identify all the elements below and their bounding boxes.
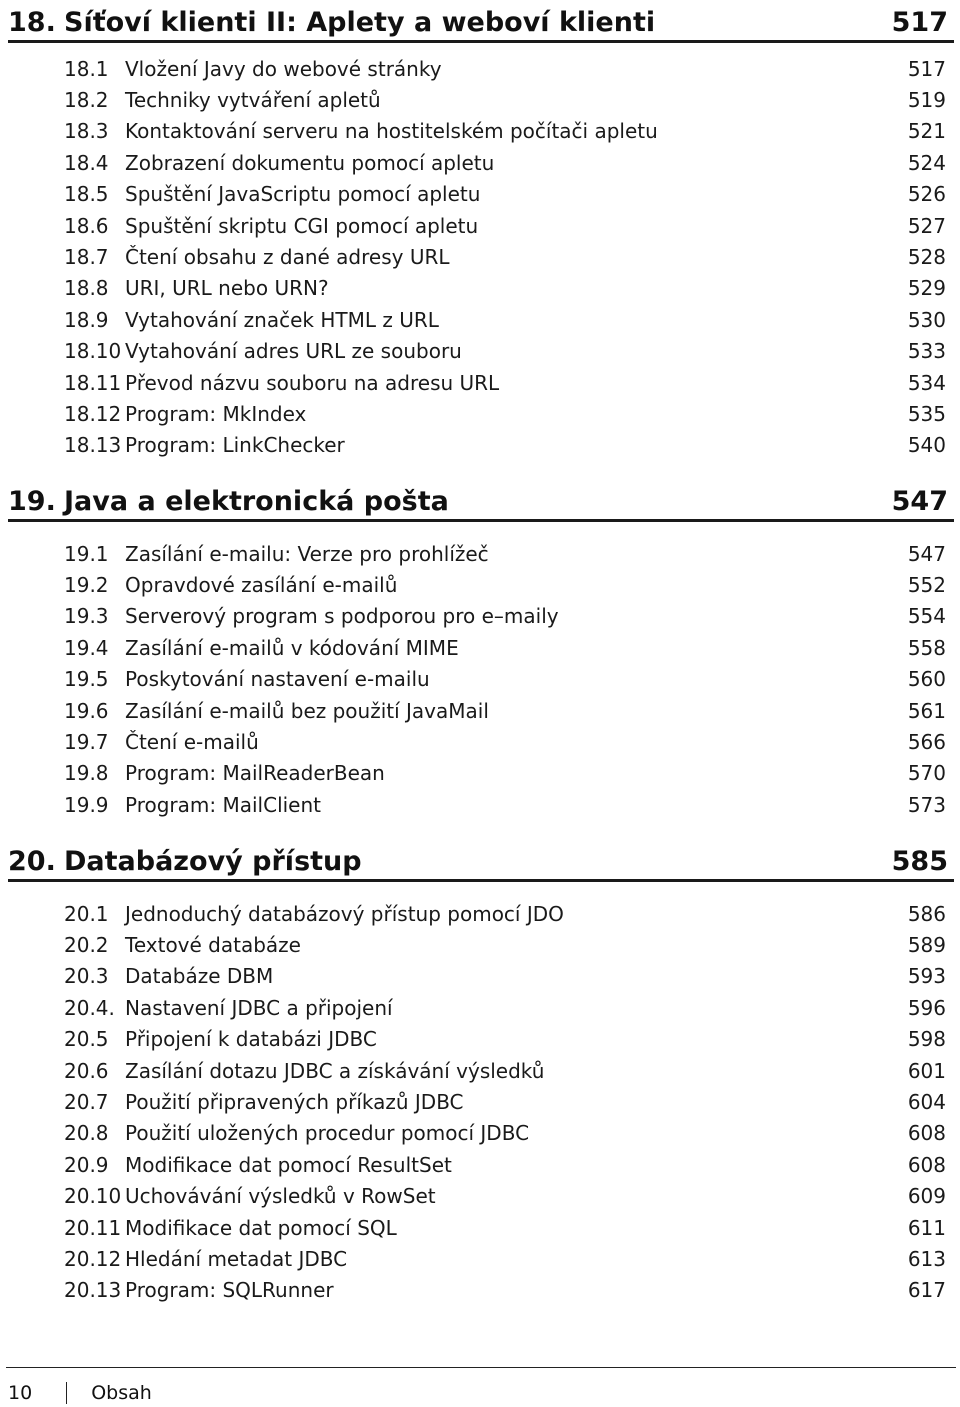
chapter-20 [8, 839, 954, 882]
toc-entry[interactable] [64, 758, 946, 789]
toc-entry[interactable] [64, 1086, 946, 1117]
entry-title: Spuštění skriptu CGI pomocí apletu [125, 213, 479, 238]
chapter-heading[interactable] [8, 479, 954, 522]
toc-entry[interactable] [64, 53, 946, 84]
entry-page: 530 [907, 307, 946, 332]
entry-number: 18.1 [64, 56, 109, 81]
entry-title: Zobrazení dokumentu pomocí apletu [125, 150, 495, 175]
toc-entry[interactable] [64, 664, 946, 695]
entry-title: Vytahování značek HTML z URL [125, 307, 439, 332]
entry-number: 20.12 [64, 1246, 122, 1271]
entry-title: Program: MailReaderBean [125, 761, 385, 786]
entry-number: 20.6 [64, 1058, 109, 1083]
entry-title: Program: SQLRunner [125, 1278, 334, 1303]
entry-title: Připojení k databázi JDBC [125, 1027, 377, 1052]
entry-number: 19.5 [64, 667, 109, 692]
toc-entry[interactable] [64, 398, 946, 429]
chapter-20-entries [64, 898, 946, 1306]
toc-entry[interactable] [64, 1055, 946, 1086]
toc-entry[interactable] [64, 1181, 946, 1212]
toc-entry[interactable] [64, 569, 946, 600]
entry-number: 18.13 [64, 433, 122, 458]
entry-page: 566 [907, 730, 946, 755]
toc-entry[interactable] [64, 367, 946, 398]
toc-entry[interactable] [64, 179, 946, 210]
entry-page: 524 [907, 150, 946, 175]
footer-divider [6, 1367, 956, 1368]
chapter-number: 18. [8, 7, 56, 38]
entry-number: 18.11 [64, 370, 122, 395]
entry-title: Poskytování nastavení e-mailu [125, 667, 430, 692]
chapter-page: 547 [891, 486, 948, 517]
entry-title: Čtení e-mailů [125, 730, 259, 755]
entry-page: 573 [907, 792, 946, 817]
footer-separator [66, 1382, 67, 1404]
chapter-19 [8, 479, 954, 522]
entry-number: 20.1 [64, 901, 109, 926]
entry-title: Textové databáze [125, 933, 301, 958]
entry-title: Hledání metadat JDBC [125, 1246, 348, 1271]
entry-title: Vložení Javy do webové stránky [125, 56, 442, 81]
entry-number: 18.7 [64, 245, 109, 270]
toc-entry[interactable] [64, 601, 946, 632]
chapter-title: Síťoví klienti II: Aplety a weboví klienti [64, 7, 656, 38]
entry-title: Techniky vytváření apletů [125, 88, 381, 113]
entry-page: 586 [907, 901, 946, 926]
toc-entry[interactable] [64, 1243, 946, 1274]
entry-page: 593 [907, 964, 946, 989]
entry-page: 608 [907, 1121, 946, 1146]
entry-title: Modifikace dat pomocí SQL [125, 1215, 397, 1240]
entry-title: Zasílání e-mailu: Verze pro prohlížeč [125, 541, 489, 566]
toc-entry[interactable] [64, 898, 946, 929]
chapter-18 [8, 0, 954, 43]
chapter-title: Databázový přístup [64, 846, 362, 877]
entry-number: 20.8 [64, 1121, 109, 1146]
entry-page: 560 [907, 667, 946, 692]
entry-number: 19.6 [64, 698, 109, 723]
entry-page: 608 [907, 1152, 946, 1177]
toc-entry[interactable] [64, 1149, 946, 1180]
entry-page: 540 [907, 433, 946, 458]
entry-page: 596 [907, 995, 946, 1020]
toc-entry[interactable] [64, 538, 946, 569]
entry-title: Spuštění JavaScriptu pomocí apletu [125, 182, 481, 207]
entry-page: 554 [907, 604, 946, 629]
entry-number: 18.10 [64, 339, 122, 364]
chapter-page: 585 [891, 846, 948, 877]
entry-page: 517 [907, 56, 946, 81]
entry-title: Použití uložených procedur pomocí JDBC [125, 1121, 530, 1146]
entry-page: 613 [907, 1246, 946, 1271]
chapter-heading[interactable] [8, 839, 954, 882]
entry-page: 535 [907, 401, 946, 426]
entry-number: 18.8 [64, 276, 109, 301]
entry-number: 20.7 [64, 1090, 109, 1115]
toc-entry[interactable] [64, 116, 946, 147]
entry-number: 20.10 [64, 1184, 122, 1209]
entry-number: 19.7 [64, 730, 109, 755]
toc-entry[interactable] [64, 84, 946, 115]
entry-title: Databáze DBM [125, 964, 274, 989]
footer-section: Obsah [91, 1382, 152, 1404]
chapter-heading[interactable] [8, 0, 954, 43]
toc-entry[interactable] [64, 336, 946, 367]
toc-entry[interactable] [64, 961, 946, 992]
entry-number: 19.2 [64, 573, 109, 598]
toc-entry[interactable] [64, 632, 946, 663]
toc-entry[interactable] [64, 1275, 946, 1306]
entry-page: 601 [907, 1058, 946, 1083]
entry-number: 19.4 [64, 635, 109, 660]
entry-number: 18.2 [64, 88, 109, 113]
toc-entry[interactable] [64, 789, 946, 820]
entry-page: 552 [907, 573, 946, 598]
entry-number: 20.11 [64, 1215, 122, 1240]
entry-page: 533 [907, 339, 946, 364]
entry-number: 18.6 [64, 213, 109, 238]
entry-number: 19.3 [64, 604, 109, 629]
chapter-19-entries [64, 538, 946, 821]
toc-entry[interactable] [64, 1212, 946, 1243]
toc-entry[interactable] [64, 147, 946, 178]
entry-title: Zasílání dotazu JDBC a získávání výsledků [125, 1058, 545, 1083]
entry-page: 558 [907, 635, 946, 660]
entry-page: 617 [907, 1278, 946, 1303]
entry-number: 18.3 [64, 119, 109, 144]
chapter-number: 20. [8, 846, 56, 877]
entry-title: Program: MailClient [125, 792, 322, 817]
entry-number: 19.8 [64, 761, 109, 786]
toc-entry[interactable] [64, 210, 946, 241]
toc-entry[interactable] [64, 726, 946, 757]
entry-title: Nastavení JDBC a připojení [125, 995, 393, 1020]
entry-number: 20.2 [64, 933, 109, 958]
entry-title: Program: LinkChecker [125, 433, 345, 458]
entry-page: 570 [907, 761, 946, 786]
entry-page: 521 [907, 119, 946, 144]
toc-entry[interactable] [64, 992, 946, 1023]
entry-number: 20.3 [64, 964, 109, 989]
entry-page: 611 [907, 1215, 946, 1240]
toc-entry[interactable] [64, 929, 946, 960]
entry-title: Čtení obsahu z dané adresy URL [125, 245, 450, 270]
entry-title: Uchovávání výsledků v RowSet [125, 1184, 436, 1209]
entry-number: 18.9 [64, 307, 109, 332]
entry-page: 519 [907, 88, 946, 113]
entry-title: Modifikace dat pomocí ResultSet [125, 1152, 452, 1177]
footer-page-number: 10 [8, 1382, 33, 1404]
entry-title: Převod názvu souboru na adresu URL [125, 370, 500, 395]
toc-entry[interactable] [64, 430, 946, 461]
entry-page: 547 [907, 541, 946, 566]
entry-number: 20.9 [64, 1152, 109, 1177]
toc-entry[interactable] [64, 1118, 946, 1149]
entry-number: 20.5 [64, 1027, 109, 1052]
toc-entry[interactable] [64, 273, 946, 304]
toc-entry[interactable] [64, 241, 946, 272]
entry-page: 598 [907, 1027, 946, 1052]
entry-title: URI, URL nebo URN? [125, 276, 329, 301]
entry-title: Použití připravených příkazů JDBC [125, 1090, 464, 1115]
toc-entry[interactable] [64, 695, 946, 726]
chapter-number: 19. [8, 486, 56, 517]
entry-page: 528 [907, 245, 946, 270]
entry-page: 527 [907, 213, 946, 238]
entry-page: 529 [907, 276, 946, 301]
entry-page: 534 [907, 370, 946, 395]
chapter-title: Java a elektronická pošta [64, 486, 449, 517]
entry-title: Zasílání e-mailů v kódování MIME [125, 635, 459, 660]
entry-page: 589 [907, 933, 946, 958]
entry-page: 604 [907, 1090, 946, 1115]
entry-number: 18.4 [64, 150, 109, 175]
entry-title: Jednoduchý databázový přístup pomocí JDO [125, 901, 564, 926]
entry-title: Kontaktování serveru na hostitelském počítači apletu [125, 119, 658, 144]
entry-title: Program: MkIndex [125, 401, 307, 426]
entry-title: Zasílání e-mailů bez použití JavaMail [125, 698, 489, 723]
entry-number: 19.1 [64, 541, 109, 566]
page-footer [8, 1380, 152, 1406]
toc-entry[interactable] [64, 1024, 946, 1055]
entry-title: Vytahování adres URL ze souboru [125, 339, 462, 364]
entry-number: 20.4. [64, 995, 115, 1020]
chapter-18-entries [64, 53, 946, 461]
entry-number: 18.5 [64, 182, 109, 207]
entry-number: 19.9 [64, 792, 109, 817]
entry-page: 561 [907, 698, 946, 723]
entry-number: 20.13 [64, 1278, 122, 1303]
entry-page: 526 [907, 182, 946, 207]
entry-title: Serverový program s podporou pro e–maily [125, 604, 559, 629]
toc-entry[interactable] [64, 304, 946, 335]
entry-page: 609 [907, 1184, 946, 1209]
entry-number: 18.12 [64, 401, 122, 426]
chapter-page: 517 [891, 7, 948, 38]
entry-title: Opravdové zasílání e-mailů [125, 573, 398, 598]
